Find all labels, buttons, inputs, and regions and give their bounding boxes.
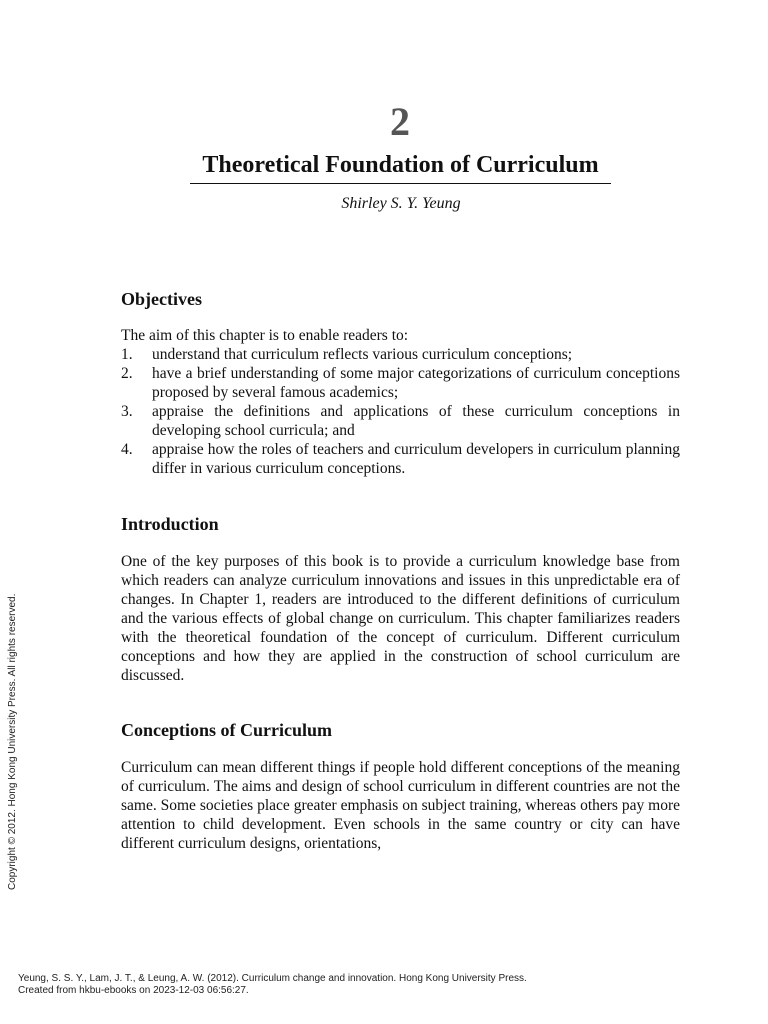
conceptions-paragraph: Curriculum can mean different things if people hold different conceptions of the meaning of curriculum. The aims and design of school curriculum in different countries are not the same. Some societies place greater emphasis on subject training, whereas others pay more attention to child development. Even schools in the same country or city can have different curriculum designs, orientations,: [121, 759, 680, 852]
footer-citation: Yeung, S. S. Y., Lam, J. T., & Leung, A. W. (2012). Curriculum change and innovation. Hong Kong University Press.: [18, 973, 527, 984]
objective-item: [121, 440, 680, 478]
chapter-title: Theoretical Foundation of Curriculum: [190, 150, 611, 184]
author-name: Shirley S. Y. Yeung: [341, 195, 461, 212]
objective-item: [121, 345, 680, 364]
conceptions-body: [121, 758, 680, 853]
page-footer: [18, 973, 527, 996]
objective-number: 2.: [121, 365, 133, 382]
objective-item: [121, 402, 680, 440]
introduction-body: [121, 552, 680, 685]
objective-number: 3.: [121, 403, 133, 420]
introduction-paragraph: One of the key purposes of this book is to provide a curriculum knowledge base from which readers can analyze curriculum innovations and issues in this unpredictable era of changes. In Chapter 1, readers are introduced to the different definitions of curriculum and the various effects of global change on curriculum. This chapter familiarizes readers with the theoretical foundation of the concept of curriculum. Different curriculum conceptions and how they are applied in the construction of school curriculum are discussed.: [121, 553, 680, 684]
footer-created: Created from hkbu-ebooks on 2023-12-03 06:56:27.: [18, 984, 249, 996]
objective-item: [121, 364, 680, 402]
chapter-number: 2: [390, 99, 410, 144]
objective-number: 1.: [121, 346, 133, 363]
objective-text: understand that curriculum reflects various curriculum conceptions;: [152, 346, 573, 363]
objectives-list: [121, 345, 680, 478]
conceptions-heading: Conceptions of Curriculum: [121, 720, 332, 740]
introduction-heading: Introduction: [121, 514, 219, 534]
objective-number: 4.: [121, 441, 133, 458]
objectives-heading: Objectives: [121, 289, 202, 309]
objective-text: appraise how the roles of teachers and curriculum developers in curriculum planning differ in various curriculum conceptions.: [152, 441, 680, 477]
objective-text: appraise the definitions and applications of these curriculum conceptions in developing school curricula; and: [152, 403, 680, 439]
side-copyright-notice: Copyright © 2012. Hong Kong University Press. All rights reserved.: [7, 593, 18, 890]
objectives-intro: The aim of this chapter is to enable readers to:: [121, 327, 409, 344]
objective-text: have a brief understanding of some major categorizations of curriculum conceptions proposed by several famous academics;: [152, 365, 680, 401]
